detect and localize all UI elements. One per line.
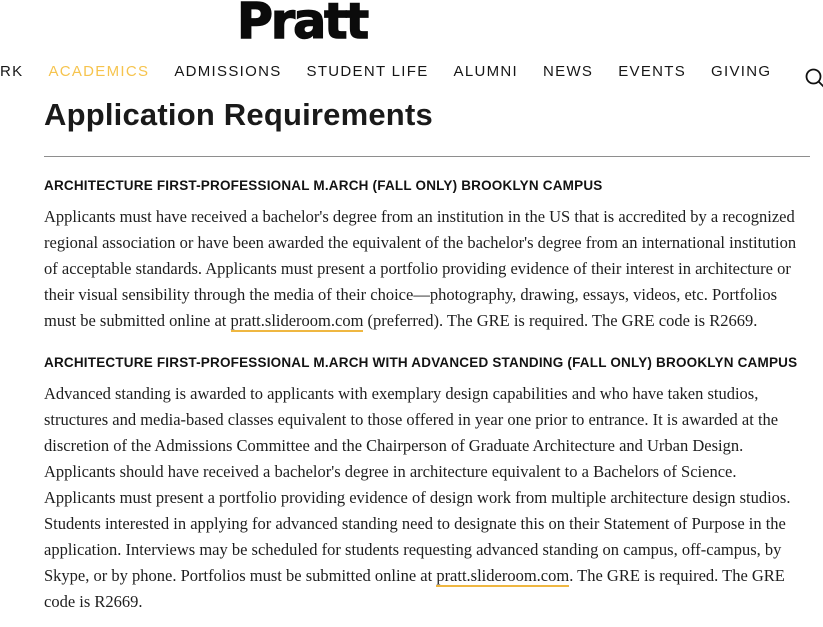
slideroom-link[interactable]: pratt.slideroom.com xyxy=(436,566,570,585)
section-body xyxy=(44,381,810,615)
nav-item-student-life[interactable]: STUDENT LIFE xyxy=(306,63,429,80)
section-body xyxy=(44,204,810,334)
main-navigation xyxy=(0,63,771,80)
pratt-logo[interactable]: Pratt xyxy=(237,0,367,50)
body-text-before-link: Advanced standing is awarded to applicants with exemplary design capabilities and who have taken studios, structures and media-based classes equivalent to those offered in year one prior to entrance. It is awarded at the discretion of the Admissions Committee and the Chairperson of Graduate Architecture and Urban Design. Applicants should have received a bachelor's degree in architecture equivalent to a Bachelors of Science. Applicants must present a portfolio providing evidence of design work from multiple architecture design studios. Students interested in applying for advanced standing need to designate this on their Statement of Purpose in the application. Interviews may be scheduled for students requesting advanced standing on campus, off-campus, by Skype, or by phone. Portfolios must be submitted online at xyxy=(44,384,791,585)
nav-item-giving[interactable]: GIVING xyxy=(711,63,772,80)
slideroom-link[interactable]: pratt.slideroom.com xyxy=(230,311,364,330)
section-heading: ARCHITECTURE FIRST-PROFESSIONAL M.ARCH WITH ADVANCED STANDING (FALL ONLY) BROOKLYN CAMPUS xyxy=(44,355,798,370)
nav-item-work[interactable]: RK xyxy=(0,63,24,80)
section-heading: ARCHITECTURE FIRST-PROFESSIONAL M.ARCH (FALL ONLY) BROOKLYN CAMPUS xyxy=(44,178,603,193)
nav-item-admissions[interactable]: ADMISSIONS xyxy=(174,63,282,80)
body-text-before-link: Applicants must have received a bachelor's degree from an institution in the US that is accredited by a recognized regional association or have been awarded the equivalent of the bachelor's degree from an international institution of acceptable standards. Applicants must present a portfolio providing evidence of their interest in architecture or their visual sensibility through the media of their choice—photography, drawing, essays, videos, etc. Portfolios must be submitted online at xyxy=(44,207,797,330)
nav-item-alumni[interactable]: ALUMNI xyxy=(453,63,519,80)
search-icon[interactable] xyxy=(805,67,823,93)
body-text-after-link: (preferred). The GRE is required. The GRE code is R2669. xyxy=(363,311,758,330)
body-text-after-link: . The GRE is required. The GRE code is R2669. xyxy=(44,566,785,611)
nav-item-news[interactable]: NEWS xyxy=(543,63,594,80)
title-divider xyxy=(44,156,810,157)
section-march-fall-only xyxy=(44,178,810,334)
page-title: Application Requirements xyxy=(44,97,433,132)
nav-item-academics[interactable]: ACADEMICS xyxy=(48,63,150,80)
section-march-advanced-standing xyxy=(44,355,810,615)
content-area xyxy=(44,97,810,615)
nav-item-events[interactable]: EVENTS xyxy=(618,63,687,80)
